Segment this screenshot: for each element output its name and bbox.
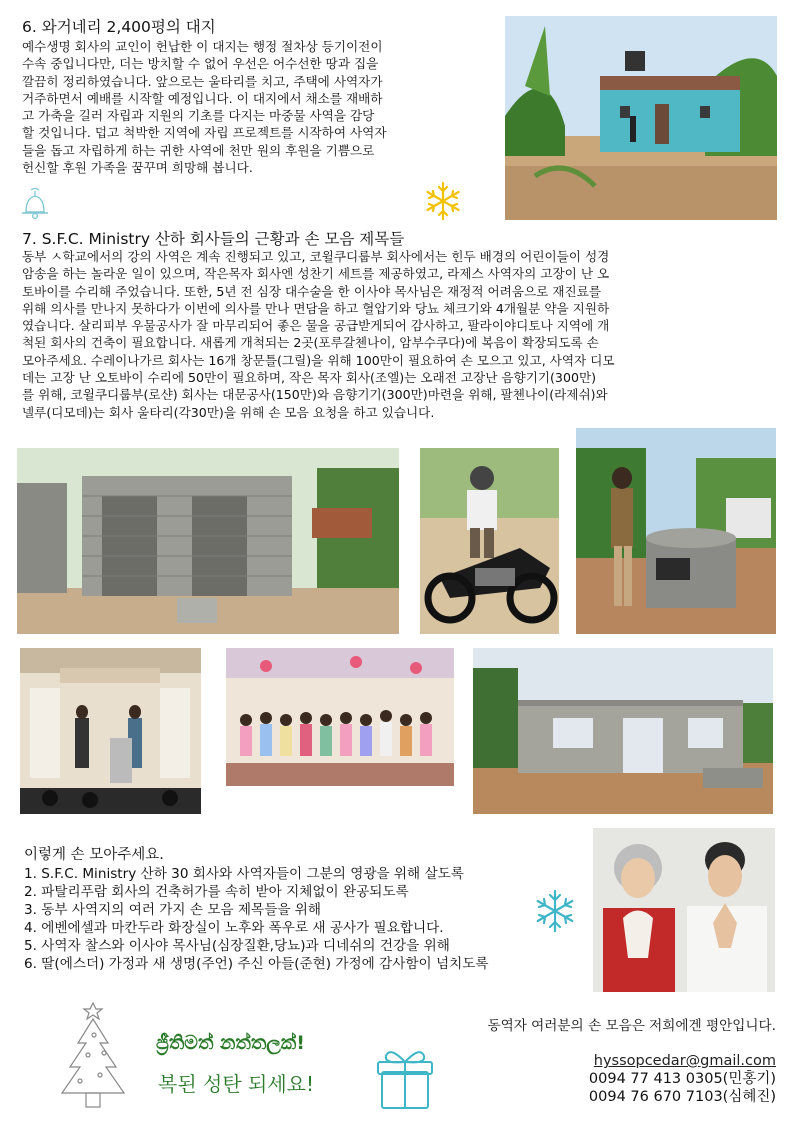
section7-line: 척된 회사의 건축이 필요합니다. 새롭게 개척되는 2곳(포루갈첸나이, 암부수쿠다)에 복음이 확장되도록 손 (22, 335, 599, 351)
section7-line: 암송을 하는 놀라운 일이 있으며, 작은목자 회사엔 성찬기 세트를 제공하였고, 라제스 사역자의 고장이 난 오 (22, 266, 610, 282)
section7-heading: 7. S.F.C. Ministry 산하 회사들의 근황과 손 모음 제목들 (22, 230, 405, 248)
couple-photo (593, 828, 775, 992)
prayer-item: 1. S.F.C. Ministry 산하 30 회사와 사역자들이 그분의 영광을 위해 살도록 (24, 866, 464, 882)
greeting-sinhala: ජ්‍රීතිමත් නත්තලක්! (156, 1032, 305, 1054)
section6-line: 거주하면서 예배를 시작할 예정입니다. 이 대지에서 채소를 재배하 (22, 90, 383, 106)
section6-heading: 6. 와거네리 2,400평의 대지 (22, 18, 216, 36)
section6-line: 수속 중입니다만, 더는 방치할 수 없어 우선은 어수선한 땅과 집을 (22, 56, 379, 72)
section6-line: 예수생명 회사의 교인이 헌납한 이 대지는 행정 절차상 등기이전이 (22, 39, 383, 54)
prayer-item: 4. 에벤에셀과 마칸두라 화장실이 노후와 폭우로 새 공사가 필요합니다. (24, 920, 444, 936)
prayer-item: 2. 파탈리푸람 회사의 건축허가를 속히 받아 지체없이 완공되도록 (24, 884, 409, 900)
bell-icon (16, 186, 54, 222)
christmas-tree-icon (48, 995, 138, 1120)
house-photo (505, 16, 777, 220)
closing-text: 동역자 여러분의 손 모음은 저희에겐 평안입니다. (487, 1018, 776, 1034)
section6-line: 깔끔히 정리하였습니다. 앞으로는 울타리를 치고, 주택에 사역자가 (22, 73, 383, 89)
phone-1: 0094 77 413 0305(민홍기) (588, 1071, 776, 1087)
phone-2: 0094 76 670 7103(심혜진) (588, 1089, 776, 1105)
section6-line: 할 것입니다. 덥고 척박한 지역에 자립 프로젝트를 시작하여 사역자 (22, 125, 387, 141)
email-link[interactable]: hyssopcedar@gmail.com (593, 1053, 776, 1069)
snowflake-icon (422, 180, 464, 222)
section7-line: 모아주세요. 수레이나가르 회사는 16개 창문틀(그릴)을 위해 100만이 필요하여 손 모으고 있고, 사역자 디모 (22, 352, 615, 368)
section6-body (22, 38, 387, 176)
section7-line: 데는 고장 난 오토바이 수리에 50만이 필요하며, 작은 목자 회사(조엘)는 오래전 고장난 음향기기(300만) (22, 370, 597, 386)
section6-line: 헌신할 후원 가족을 꿈꾸며 희망해 봅니다. (22, 160, 253, 176)
motorbike-photo (420, 448, 559, 634)
prayer-title: 이렇게 손 모아주세요. (24, 847, 164, 863)
prayer-item: 5. 사역자 찰스와 이사야 목사님(심장질환,당뇨)과 디네쉬의 건강을 위해 (24, 938, 450, 954)
section7-line: 를 위해, 코윌쿠디룹부(로샨) 회사는 대문공사(150만)와 음향기기(300만)마련을 위해, 팔첸나이(라제쉬)와 (22, 387, 608, 403)
section6-line: 고 가축을 길러 자립과 지원의 기초를 다지는 마중물 사역을 감당 (22, 108, 375, 124)
church-stage-photo (20, 648, 201, 814)
section7-body (22, 248, 615, 421)
prayer-list (24, 846, 489, 973)
section7-line: 위해 의사를 만나지 못하다가 이번에 의사를 만나 면담을 하고 혈압기와 당뇨 체크기와 4개월분 약을 지원하 (22, 300, 610, 316)
children-group-photo (226, 648, 454, 786)
section7-line: 동부 ㅅ학교에서의 강의 사역은 계속 진행되고 있고, 코윌쿠디룹부 회사에서는 힌두 배경의 어린이들이 성경 (22, 249, 610, 264)
well-photo (576, 428, 776, 634)
section7-line: 토바이를 수리해 주었습니다. 또한, 5년 전 심장 대수술을 한 이사야 목사님은 재정적 어려움으로 재진료를 (22, 283, 602, 299)
greeting-korean: 복된 성탄 되세요! (158, 1072, 314, 1096)
contact-block (589, 1052, 776, 1106)
section6-line: 들을 돕고 자립하게 하는 귀한 사역에 천만 원의 후원을 기쁨으로 (22, 142, 375, 158)
brick-toilet-photo (17, 448, 399, 634)
building-construction-photo (473, 648, 773, 814)
section7-line: 넬루(디모데)는 회사 울타리(각30만)을 위해 손 모음 요청을 하고 있습니다. (22, 404, 435, 420)
section7-line: 였습니다. 살리피부 우물공사가 잘 마무리되어 좋은 물을 공급받게되어 감사하고, 팔라이야디토나 지역에 개 (22, 318, 610, 334)
prayer-item: 6. 딸(에스더) 가정과 새 생명(주언) 주신 아들(준현) 가정에 감사함이 넘치도록 (24, 956, 489, 972)
gift-icon (372, 1040, 438, 1114)
prayer-item: 3. 동부 사역지의 여러 가지 손 모음 제목들을 위해 (24, 902, 322, 918)
snowflake-icon (532, 888, 578, 934)
